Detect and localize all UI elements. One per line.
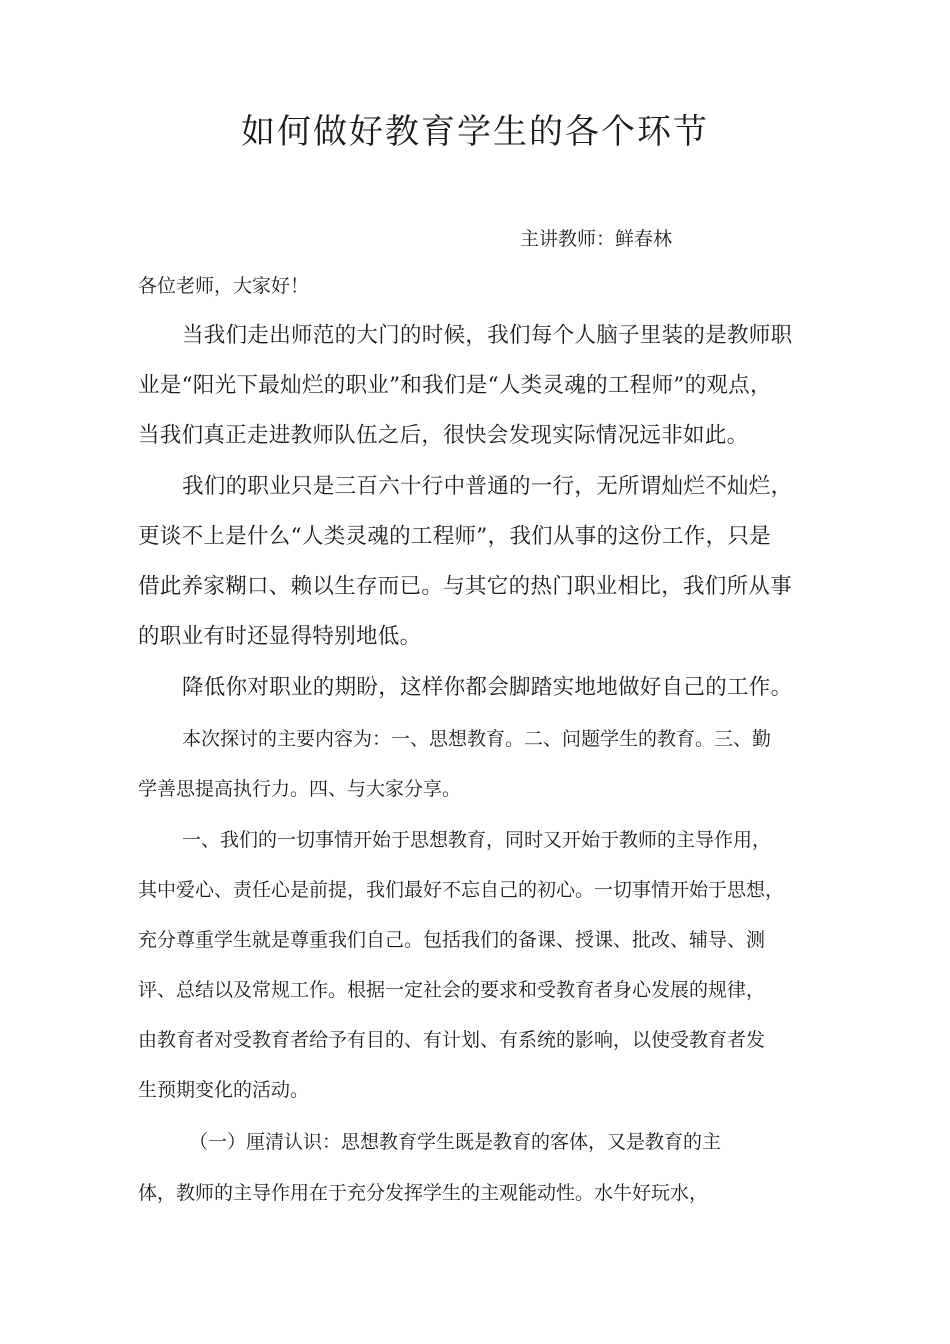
paragraph-4-line-2: 学善思提高执行力。四、与大家分享。 (138, 778, 462, 800)
paragraph-2-line-1: 我们的职业只是三百六十行中普通的一行，无所谓灿烂不灿烂， (182, 474, 793, 499)
paragraph-5-line-3: 充分尊重学生就是尊重我们自己。包括我们的备课、授课、批改、辅导、测 (138, 929, 766, 951)
paragraph-4-line-1: 本次探讨的主要内容为：一、思想教育。二、问题学生的教育。三、勤 (182, 728, 772, 750)
paragraph-6-line-1: （一）厘清认识：思想教育学生既是教育的客体，又是教育的主 (189, 1131, 722, 1153)
paragraph-5-line-2: 其中爱心、责任心是前提，我们最好不忘自己的初心。一切事情开始于思想， (138, 879, 785, 901)
paragraph-1-line-2: 业是“阳光下最灿烂的职业”和我们是“人类灵魂的工程师”的观点， (138, 373, 772, 398)
paragraph-2-line-4: 的职业有时还显得特别地低。 (138, 624, 422, 649)
document-title: 如何做好教育学生的各个环节 (241, 112, 709, 152)
paragraph-5-line-6: 生预期变化的活动。 (138, 1079, 310, 1101)
paragraph-2-line-2: 更谈不上是什么“人类灵魂的工程师”，我们从事的这份工作，只是 (138, 524, 771, 549)
paragraph-1-line-3: 当我们真正走进教师队伍之后，很快会发现实际情况远非如此。 (138, 423, 749, 448)
paragraph-5-line-5: 由教育者对受教育者给予有目的、有计划、有系统的影响，以使受教育者发 (138, 1029, 766, 1051)
paragraph-5-line-1: 一、我们的一切事情开始于思想教育，同时又开始于教师的主导作用， (182, 829, 772, 851)
paragraph-2-line-3: 借此养家糊口、赖以生存而已。与其它的热门职业相比，我们所从事 (138, 574, 793, 599)
greeting: 各位老师，大家好！ (138, 275, 310, 297)
paragraph-1-line-1: 当我们走出师范的大门的时候，我们每个人脑子里装的是教师职 (182, 323, 793, 348)
paragraph-5-line-4: 评、总结以及常规工作。根据一定社会的要求和受教育者身心发展的规律， (138, 979, 766, 1001)
lecturer-name: 主讲教师：鲜春林 (520, 228, 673, 250)
paragraph-3-line-1: 降低你对职业的期盼，这样你都会脚踏实地地做好自己的工作。 (182, 675, 793, 700)
paragraph-6-line-2: 体，教师的主导作用在于充分发挥学生的主观能动性。水牛好玩水， (138, 1182, 709, 1204)
